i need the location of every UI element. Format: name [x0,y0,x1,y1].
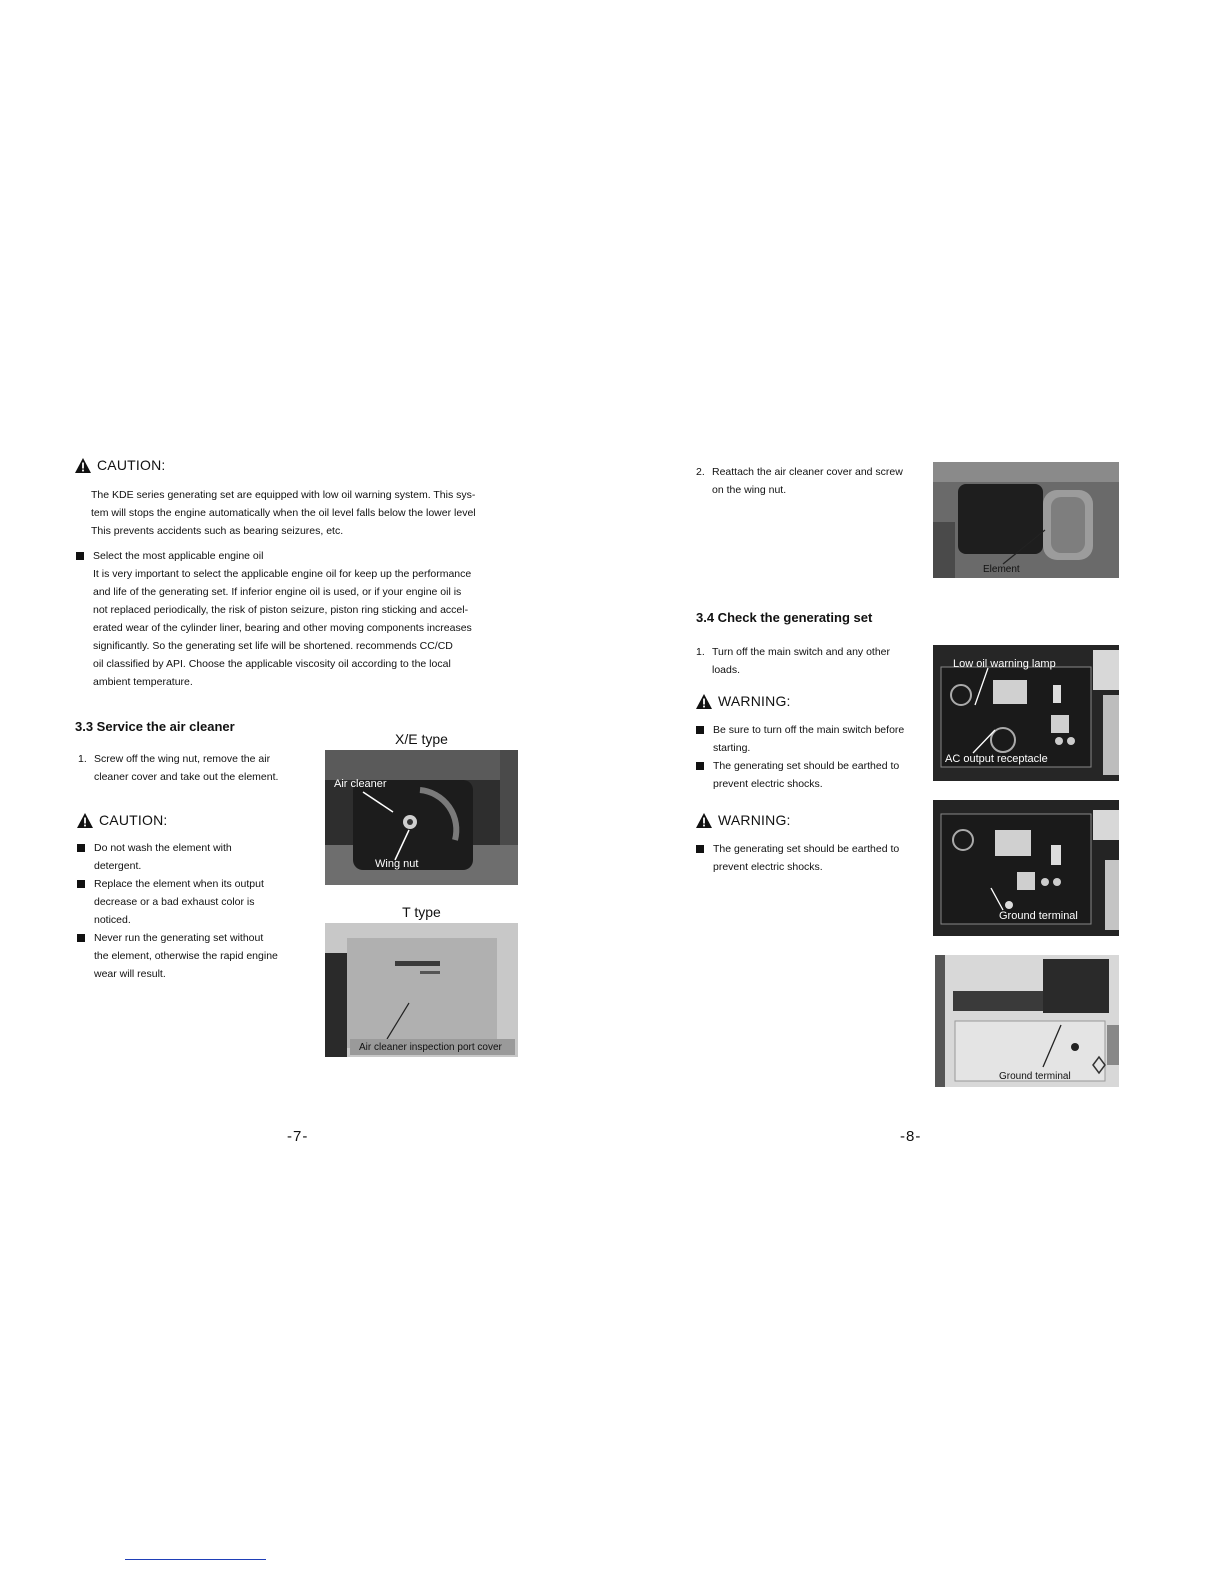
step-1-left [78,750,318,786]
warning-triangle-icon [75,458,91,473]
warning-bullet [696,757,928,793]
warning-1-bullets [696,721,928,793]
bullet-square-icon [77,844,85,852]
bullet-line: starting. [713,742,751,754]
label-wing-nut: Wing nut [375,858,419,870]
photo-xe-drawing [325,750,518,885]
bullet-line: Be sure to turn off the main switch before [713,724,905,736]
page-number-8: -8- [900,1128,922,1145]
oil-bullet-title: Select the most applicable engine oil [93,550,264,562]
caution-title: CAUTION: [99,812,168,828]
oil-line: and life of the generating set. If inferior engine oil is used, or if your engine oil is [93,586,462,598]
bullet-line: The generating set should be earthed to [713,760,900,772]
bullet-square-icon [696,762,704,770]
bullet-square-icon [696,726,704,734]
oil-line: erated wear of the cylinder liner, bearing and other moving components increases [93,622,472,634]
photo-caption-xe: X/E type [395,731,448,747]
photo-ground-terminal-1 [933,800,1119,936]
step-line: loads. [712,664,741,676]
bullet-square-icon [77,880,85,888]
bullet-square-icon [696,845,704,853]
bullet-line: wear will result. [94,968,166,980]
section-title-check-generating-set: 3.4 Check the generating set [696,610,873,625]
photo-ground-terminal-2 [935,955,1119,1087]
oil-line: It is very important to select the applicable engine oil for keep up the performance [93,568,472,580]
bullet-line: Replace the element when its output [94,878,264,890]
label-ground-terminal-1: Ground terminal [999,910,1078,922]
photo-control-panel [933,645,1119,781]
bullet-square-icon [76,552,84,560]
warning-title: WARNING: [718,812,791,828]
step-number: 2. [696,466,705,478]
bullet-line: Do not wash the element with [94,842,232,854]
bullet-line: The generating set should be earthed to [713,843,900,855]
oil-line: not replaced periodically, the risk of piston seizure, piston ring sticking and accel- [93,604,469,616]
step-line: Reattach the air cleaner cover and screw [712,466,903,478]
photo-caption-t: T type [402,904,441,920]
caution-2-bullets [77,839,317,983]
step-line: Screw off the wing nut, remove the air [94,753,271,765]
oil-line: oil classified by API. Choose the applicable viscosity oil according to the local [93,658,451,670]
caution-line: tem will stops the engine automatically when the oil level falls below the lower level [91,507,476,519]
warning-triangle-icon [696,694,712,709]
warning-2-bullets [696,840,928,876]
step-number: 1. [696,646,705,658]
photo-element-drawing [933,462,1119,578]
warning-triangle-icon [77,813,93,828]
warning-heading-2 [696,812,791,828]
oil-line: ambient temperature. [93,676,193,688]
label-inspection-port-cover: Air cleaner inspection port cover [359,1042,502,1053]
caution-heading [75,457,166,473]
label-ac-output-receptacle: AC output receptacle [945,753,1048,765]
step-number: 1. [78,753,87,765]
footer-rule [125,1559,266,1560]
photo-t-drawing [325,923,518,1057]
caution-text [91,486,531,540]
photo-t-inspection-cover [325,923,518,1057]
step-1-right [696,643,926,679]
oil-line: significantly. So the generating set life will be shortened. recommends CC/CD [93,640,453,652]
warning-title: WARNING: [718,693,791,709]
warning-bullet [696,840,928,876]
step-line: Turn off the main switch and any other [712,646,891,658]
label-ground-terminal-2: Ground terminal [999,1071,1071,1082]
bullet-square-icon [77,934,85,942]
step-line: on the wing nut. [712,484,787,496]
caution-line: The KDE series generating set are equipped with low oil warning system. This sys- [91,489,476,501]
section-title-air-cleaner: 3.3 Service the air cleaner [75,719,235,734]
photo-xe-air-cleaner [325,750,518,885]
bullet-line: detergent. [94,860,142,872]
caution-line: This prevents accidents such as bearing seizures, etc. [91,525,344,537]
photo-element [933,462,1119,578]
bullet-line: noticed. [94,914,131,926]
step-line: cleaner cover and take out the element. [94,771,279,783]
warning-triangle-icon [696,813,712,828]
caution-title: CAUTION: [97,457,166,473]
label-element: Element [983,564,1020,575]
bullet-line: prevent electric shocks. [713,778,823,790]
bullet-line: the element, otherwise the rapid engine [94,950,278,962]
caution-bullet [77,875,317,929]
bullet-line: decrease or a bad exhaust color is [94,896,255,908]
warning-bullet [696,721,928,757]
step-2-right [696,463,926,499]
caution-bullet [77,839,317,875]
caution-heading-2 [77,812,168,828]
label-air-cleaner: Air cleaner [334,778,387,790]
label-low-oil-warning-lamp: Low oil warning lamp [953,658,1056,670]
photo-ground2-drawing [935,955,1119,1087]
caution-bullet [77,929,317,983]
warning-heading-1 [696,693,791,709]
bullet-line: Never run the generating set without [94,932,264,944]
page-number-7: -7- [287,1128,309,1145]
bullet-line: prevent electric shocks. [713,861,823,873]
oil-bullet [76,547,536,691]
